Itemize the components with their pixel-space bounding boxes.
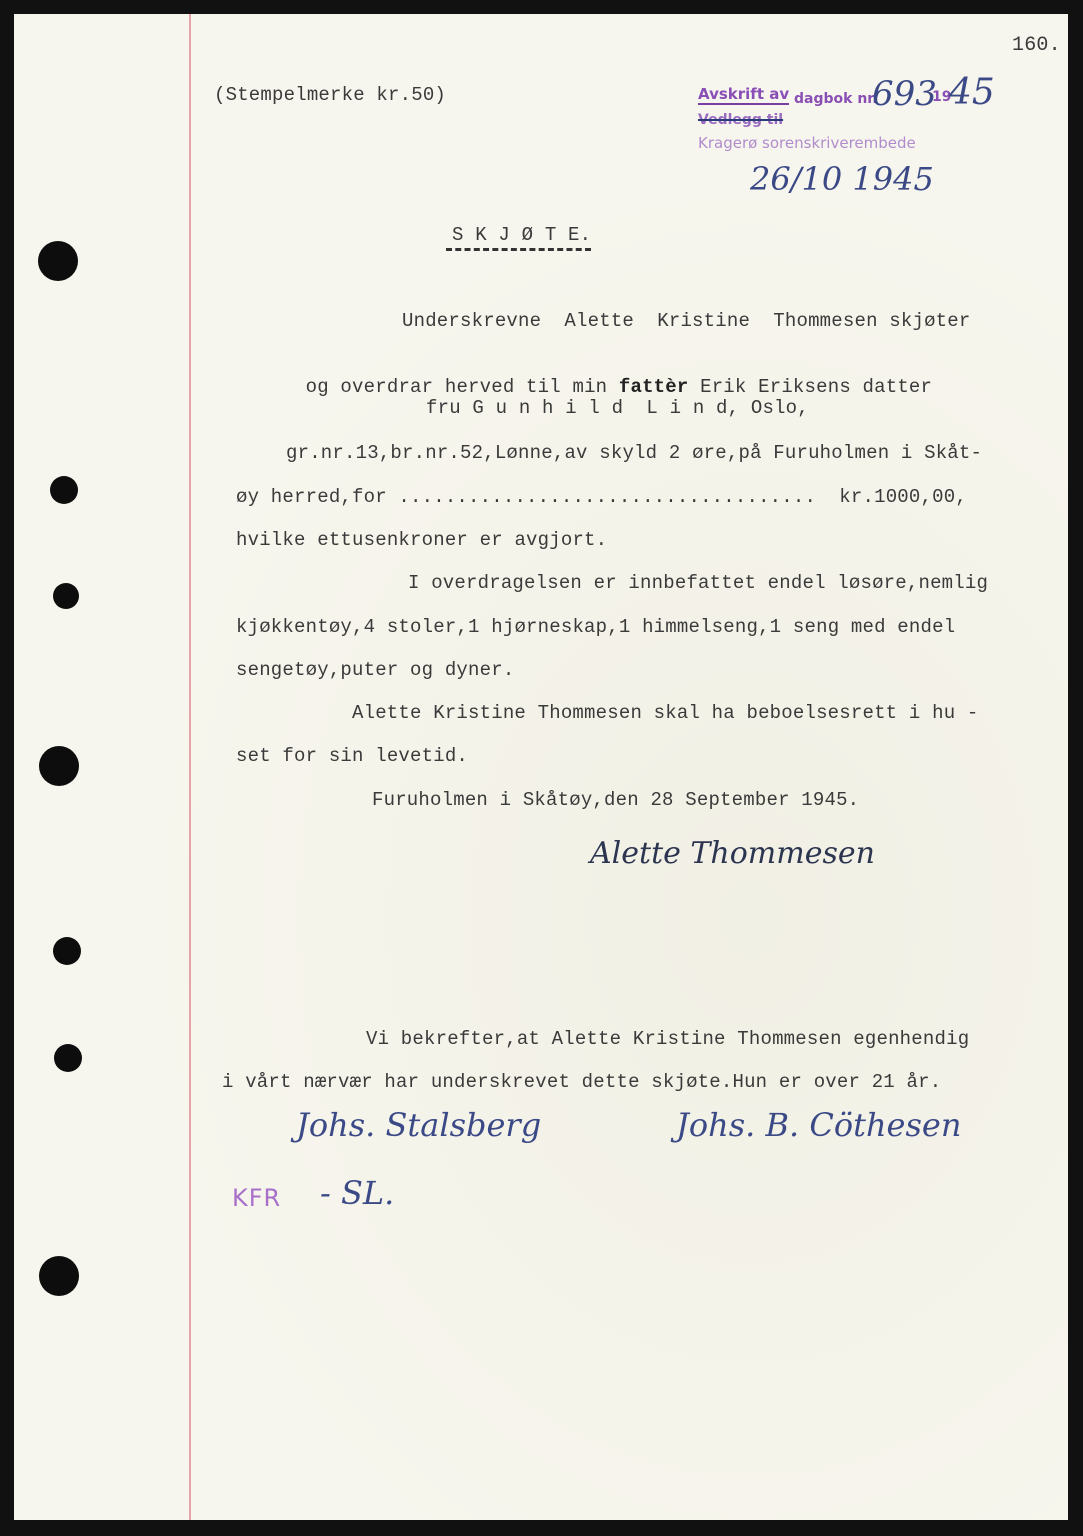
initials-stamp: KFR [232, 1184, 282, 1212]
stamp-avskrift-av: Avskrift av [698, 85, 790, 103]
punch-hole [53, 937, 81, 965]
body-line: gr.nr.13,br.nr.52,Lønne,av skyld 2 øre,på Furuholmen i Skåt- [286, 442, 983, 464]
witness-signature-2: Johs. B. Cöthesen [676, 1106, 962, 1144]
witness-statement-line: Vi bekrefter,at Alette Kristine Thommesen egenhendig [366, 1028, 970, 1050]
punch-hole [54, 1044, 82, 1072]
punch-hole [53, 583, 79, 609]
punch-hole [50, 476, 78, 504]
handwritten-date: 26/10 1945 [750, 160, 934, 198]
witness-signature-1: Johs. Stalsberg [296, 1106, 542, 1144]
grantor-signature: Alette Thommesen [590, 836, 875, 871]
buyer-line: fru G u n h i l d L i n d, Oslo, [426, 397, 809, 419]
body-line: sengetøy,puter og dyner. [236, 659, 515, 681]
initials-handwritten: - SL. [320, 1174, 395, 1212]
punch-hole [39, 1256, 79, 1296]
body-line: Underskrevne Alette Kristine Thommesen skjøter [402, 310, 971, 332]
stamp-dagbok-label: dagbok nr. [794, 91, 878, 107]
document-title: S K J Ø T E. [446, 224, 591, 251]
body-text: Erik Eriksens datter [688, 376, 933, 398]
place-date-line: Furuholmen i Skåtøy,den 28 September 1945. [372, 789, 860, 811]
stamp-duty-note: (Stempelmerke kr.50) [214, 84, 447, 106]
body-line: kjøkkentøy,4 stoler,1 hjørneskap,1 himmelseng,1 seng med endel [236, 616, 956, 638]
body-line: set for sin levetid. [236, 745, 469, 767]
stamp-year-prefix: 19 [932, 89, 952, 105]
red-margin-line [189, 14, 191, 1520]
body-line: I overdragelsen er innbefattet endel løsøre,nemlig [408, 572, 989, 594]
handwritten-dagbok-number: 693 [872, 74, 937, 114]
stamp-vedlegg-til: Vedlegg til [698, 112, 784, 128]
body-text-bold: fattèr [618, 376, 689, 398]
punch-hole [39, 746, 79, 786]
body-line: hvilke ettusenkroner er avgjort. [236, 529, 608, 551]
handwritten-year: 45 [949, 72, 995, 113]
page-number: 160. [1012, 34, 1061, 57]
punch-hole [38, 241, 78, 281]
price-line: øy herred,for .................................... kr.1000,00, [236, 486, 967, 508]
body-line: Alette Kristine Thommesen skal ha beboelsesrett i hu - [352, 702, 979, 724]
stamp-kragero-sorenskriverembede: Kragerø sorenskriverembede [698, 134, 916, 152]
witness-statement-line: i vårt nærvær har underskrevet dette skjøte.Hun er over 21 år. [222, 1071, 942, 1093]
document-page [14, 14, 1068, 1520]
body-text: og overdrar herved til min [305, 376, 619, 398]
